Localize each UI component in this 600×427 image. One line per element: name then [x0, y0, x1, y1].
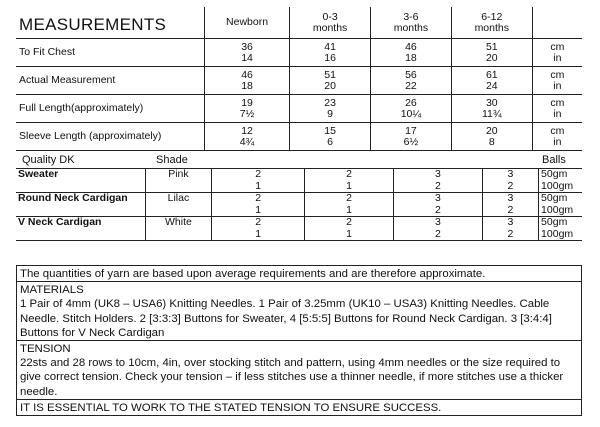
value-cm: 41 — [324, 40, 336, 53]
balls-100gm: 2 — [507, 179, 514, 192]
ball-weight — [539, 193, 582, 217]
ball-count — [482, 217, 538, 241]
value-in: 6½ — [403, 135, 419, 148]
balls-50gm: 3 — [435, 192, 441, 204]
balls-100gm: 1 — [346, 203, 352, 216]
balls-50gm: 3 — [435, 168, 441, 180]
balls-100gm: 1 — [255, 227, 262, 240]
measurement-value — [290, 67, 371, 95]
yarn-row-sweater — [16, 169, 582, 193]
measurement-row — [16, 67, 582, 95]
value-cm: 30 — [485, 96, 498, 109]
unit-in: in — [553, 107, 562, 120]
yarn-table — [16, 168, 582, 241]
measurement-units — [532, 95, 582, 123]
product-name: Round Neck Cardigan — [16, 193, 145, 217]
size-newborn — [204, 7, 289, 39]
balls-100gm: 2 — [435, 179, 441, 192]
value-in: 16 — [324, 51, 336, 64]
size-0-3-unit: months — [312, 21, 348, 34]
value-in: 18 — [241, 79, 253, 92]
ball-count — [393, 193, 482, 217]
weight-50gm: 50gm — [541, 216, 568, 228]
measurement-value — [371, 123, 452, 151]
measurement-row — [16, 95, 582, 123]
materials-section — [17, 281, 581, 340]
unit-column-header — [532, 7, 582, 39]
unit-in: in — [553, 51, 562, 64]
value-cm: 15 — [324, 124, 336, 137]
value-cm: 17 — [405, 124, 417, 137]
value-cm: 46 — [405, 40, 417, 53]
size-6-12 — [451, 7, 532, 39]
measurement-value — [204, 67, 289, 95]
ball-count — [212, 193, 305, 217]
product-name: Sweater — [18, 168, 59, 180]
value-in: 18 — [405, 51, 417, 64]
yarn-row-round-neck-cardigan — [16, 193, 582, 217]
unit-cm: cm — [550, 96, 565, 109]
value-in: 7½ — [239, 107, 255, 120]
size-newborn-label: Newborn — [226, 16, 269, 28]
ball-count — [393, 169, 482, 193]
measurements-table — [16, 7, 582, 151]
measurement-value — [290, 95, 371, 123]
value-cm: 51 — [485, 40, 498, 53]
measurement-value — [451, 95, 532, 123]
tension-body: 22sts and 28 rows to 10cm, 4in, over stocking stitch and pattern, using 4mm needles or the size required to give correct tension. Check your tension – if less stitches use a thinner needle, if more stitches use a thicker needle. — [20, 357, 564, 398]
weight-100gm: 100gm — [541, 227, 574, 240]
value-cm: 46 — [241, 68, 253, 81]
balls-50gm: 3 — [507, 216, 514, 228]
value-in: 20 — [324, 79, 336, 92]
product-name: V Neck Cardigan — [16, 217, 145, 241]
balls-100gm: 1 — [255, 203, 262, 216]
value-in: 22 — [405, 79, 417, 92]
value-cm: 36 — [241, 40, 253, 53]
value-cm: 12 — [241, 124, 253, 137]
measurement-value — [290, 123, 371, 151]
ball-count — [305, 169, 394, 193]
ball-count — [482, 169, 538, 193]
product-shade: White — [145, 217, 211, 241]
unit-in: in — [553, 135, 562, 148]
balls-50gm: 3 — [507, 192, 514, 204]
measurement-value — [371, 39, 452, 67]
measurement-value — [204, 123, 289, 151]
balls-50gm: 3 — [507, 168, 514, 180]
size-3-6 — [371, 7, 452, 39]
measurement-value — [371, 67, 452, 95]
measurement-units — [532, 123, 582, 151]
ball-count — [393, 217, 482, 241]
materials-box — [16, 265, 582, 416]
balls-50gm: 2 — [255, 168, 262, 180]
balls-100gm: 1 — [346, 227, 352, 240]
ball-count — [212, 217, 305, 241]
quality-label: Quality DK — [22, 154, 75, 166]
measurement-value — [204, 39, 289, 67]
value-cm: 19 — [241, 96, 253, 109]
unit-in: in — [553, 79, 562, 92]
measurement-label: Full Length(approximately) — [16, 95, 204, 123]
measurement-value — [204, 95, 289, 123]
value-cm: 23 — [324, 96, 336, 109]
tension-section — [17, 340, 581, 399]
measurement-value — [371, 95, 452, 123]
measurement-row — [16, 123, 582, 151]
weight-100gm: 100gm — [541, 203, 574, 216]
ball-weight — [539, 169, 582, 193]
value-in: 9 — [327, 107, 334, 120]
tension-heading: TENSION — [20, 343, 71, 356]
materials-body: 1 Pair of 4mm (UK8 – USA6) Knitting Needles. 1 Pair of 3.25mm (UK10 – USA3) Knitting Needles. Cable Needle. Stitch Holders. 2 [3:3:3] Buttons for Sweater, 4 [5:5:5] Buttons for Round Neck Cardigan. 3 [3:4:4] Buttons for V Neck Cardigan — [20, 298, 552, 339]
value-cm: 56 — [405, 68, 417, 81]
product-shade: Pink — [145, 169, 211, 193]
balls-100gm: 2 — [507, 203, 514, 216]
value-cm: 61 — [485, 68, 498, 81]
weight-50gm: 50gm — [541, 192, 568, 204]
value-cm: 26 — [405, 96, 417, 109]
unit-cm: cm — [550, 40, 565, 53]
measurement-label: To Fit Chest — [16, 39, 204, 67]
balls-50gm: 2 — [255, 192, 262, 204]
value-in: 8 — [488, 135, 495, 148]
measurement-value — [451, 39, 532, 67]
size-3-6-range: 3-6 — [403, 10, 419, 23]
measurement-value — [451, 123, 532, 151]
balls-50gm: 2 — [346, 192, 352, 204]
ball-count — [482, 193, 538, 217]
measurement-label: Actual Measurement — [16, 67, 204, 95]
ball-count — [305, 217, 394, 241]
weight-50gm: 50gm — [541, 168, 568, 180]
measurement-label: Sleeve Length (approximately) — [16, 123, 204, 151]
product-shade: Lilac — [145, 193, 211, 217]
yarn-row-v-neck-cardigan — [16, 217, 582, 241]
value-cm: 51 — [324, 68, 336, 81]
balls-100gm: 2 — [435, 227, 441, 240]
value-in: 24 — [485, 79, 498, 92]
value-cm: 20 — [485, 124, 498, 137]
balls-label: Balls — [542, 154, 566, 166]
value-in: 20 — [485, 51, 498, 64]
size-0-3-range: 0-3 — [322, 10, 338, 23]
quantities-note: The quantities of yarn are based upon average requirements and are therefore approximate. — [20, 268, 486, 280]
ball-count — [305, 193, 394, 217]
measurement-row — [16, 39, 582, 67]
value-in: 14 — [241, 51, 253, 64]
balls-50gm: 3 — [435, 216, 441, 228]
value-in: 4¾ — [239, 135, 255, 148]
measurement-value — [290, 39, 371, 67]
balls-50gm: 2 — [346, 216, 352, 228]
balls-50gm: 2 — [255, 216, 262, 228]
measurements-header-row — [16, 7, 582, 39]
size-6-12-range: 6-12 — [481, 10, 503, 23]
measurement-value — [451, 67, 532, 95]
shade-label: Shade — [156, 154, 188, 166]
size-0-3 — [290, 7, 371, 39]
ball-count — [212, 169, 305, 193]
value-in: 6 — [327, 135, 334, 148]
size-3-6-unit: months — [393, 21, 429, 34]
unit-cm: cm — [550, 68, 565, 81]
weight-100gm: 100gm — [541, 179, 574, 192]
value-in: 11¾ — [481, 107, 502, 120]
unit-cm: cm — [550, 124, 565, 137]
value-in: 10¼ — [400, 107, 422, 120]
balls-100gm: 1 — [346, 179, 352, 192]
measurements-title: MEASUREMENTS — [19, 14, 167, 34]
balls-100gm: 2 — [435, 203, 441, 216]
measurement-units — [532, 67, 582, 95]
balls-100gm: 1 — [255, 179, 262, 192]
size-6-12-unit: months — [474, 21, 509, 34]
materials-heading: MATERIALS — [20, 284, 84, 297]
balls-50gm: 2 — [346, 168, 352, 180]
balls-100gm: 2 — [507, 227, 514, 240]
tension-warning: IT IS ESSENTIAL TO WORK TO THE STATED TENSION TO ENSURE SUCCESS. — [17, 399, 581, 415]
measurement-units — [532, 39, 582, 67]
ball-weight — [539, 217, 582, 241]
